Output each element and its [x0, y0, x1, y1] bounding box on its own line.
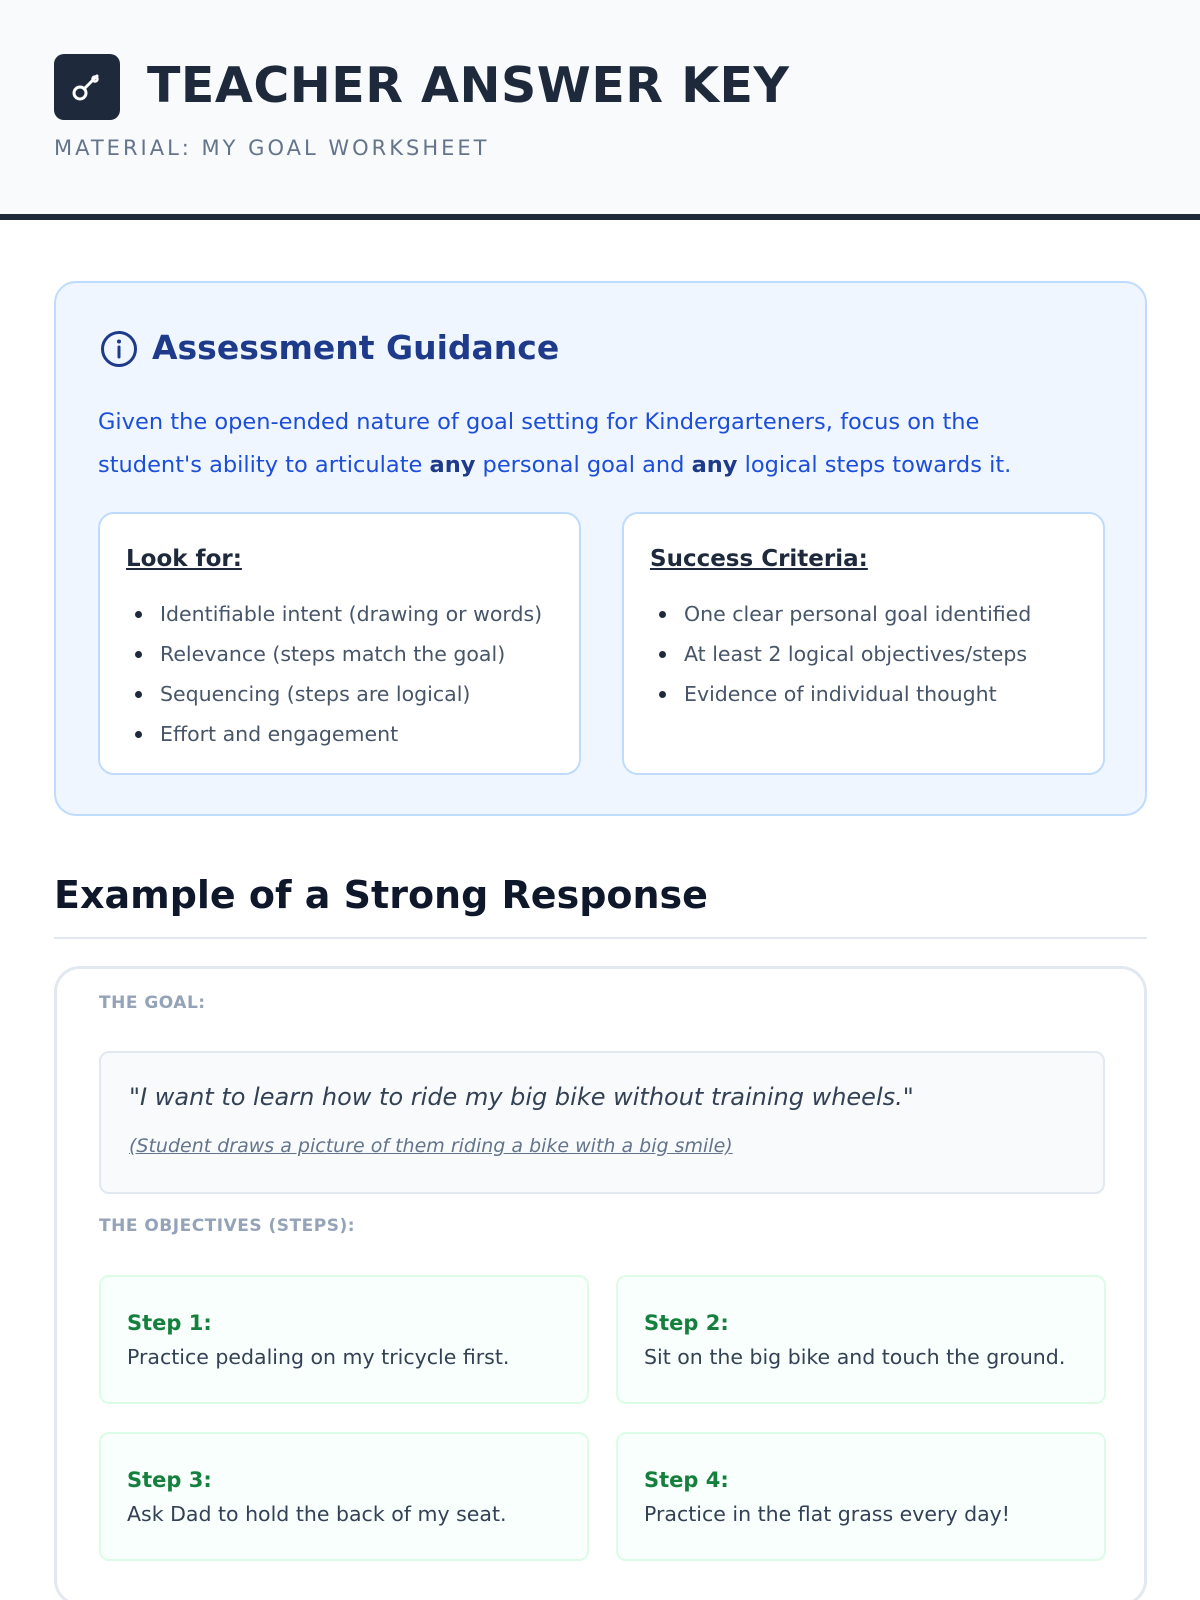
look-for-list [133, 594, 542, 754]
page-title: TEACHER ANSWER KEY [147, 57, 790, 114]
step-text: Ask Dad to hold the back of my seat. [127, 1502, 507, 1526]
logo [54, 54, 120, 120]
step-text: Practice in the flat grass every day! [644, 1502, 1011, 1526]
page-subtitle: MATERIAL: MY GOAL WORKSHEET [54, 136, 490, 160]
list-item: Sequencing (steps are logical) [133, 674, 542, 714]
guidance-text: Given the open-ended nature of goal setting for Kindergarteners, focus on the student's ability to articulate any personal goal and any logical steps towards it. [98, 409, 1012, 478]
step-text: Practice pedaling on my tricycle first. [127, 1345, 510, 1369]
goal-label: THE GOAL: [99, 993, 206, 1013]
list-item: One clear personal goal identified [657, 594, 1031, 634]
goal-quote: "I want to learn how to ride my big bike without training wheels." [129, 1083, 914, 1111]
list-item: At least 2 logical objectives/steps [657, 634, 1031, 674]
key-icon [67, 67, 107, 107]
success-criteria-list [657, 594, 1031, 714]
objectives-label: THE OBJECTIVES (STEPS): [99, 1216, 356, 1236]
step-card [99, 1432, 589, 1561]
step-card [99, 1275, 589, 1404]
info-icon [100, 330, 138, 368]
step-title: Step 3: [127, 1468, 212, 1492]
page-header [0, 0, 1200, 220]
list-item: Identifiable intent (drawing or words) [133, 594, 542, 634]
section-title: Example of a Strong Response [54, 873, 708, 917]
list-item: Evidence of individual thought [657, 674, 1031, 714]
step-card [616, 1432, 1106, 1561]
success-criteria-card [622, 512, 1105, 775]
step-title: Step 4: [644, 1468, 729, 1492]
step-title: Step 1: [127, 1311, 212, 1335]
goal-box [99, 1051, 1105, 1194]
assessment-guidance-panel [54, 281, 1147, 816]
example-response-card [54, 966, 1147, 1600]
list-item: Relevance (steps match the goal) [133, 634, 542, 674]
list-item: Effort and engagement [133, 714, 542, 754]
look-for-title: Look for: [126, 546, 242, 572]
step-card [616, 1275, 1106, 1404]
goal-note: (Student draws a picture of them riding a bike with a big smile) [129, 1135, 733, 1157]
step-text: Sit on the big bike and touch the ground. [644, 1345, 1066, 1369]
divider [54, 937, 1147, 939]
emphasis: any [691, 452, 738, 478]
success-criteria-title: Success Criteria: [650, 546, 868, 572]
guidance-title: Assessment Guidance [152, 328, 560, 367]
emphasis: any [429, 452, 476, 478]
step-title: Step 2: [644, 1311, 729, 1335]
look-for-card [98, 512, 581, 775]
